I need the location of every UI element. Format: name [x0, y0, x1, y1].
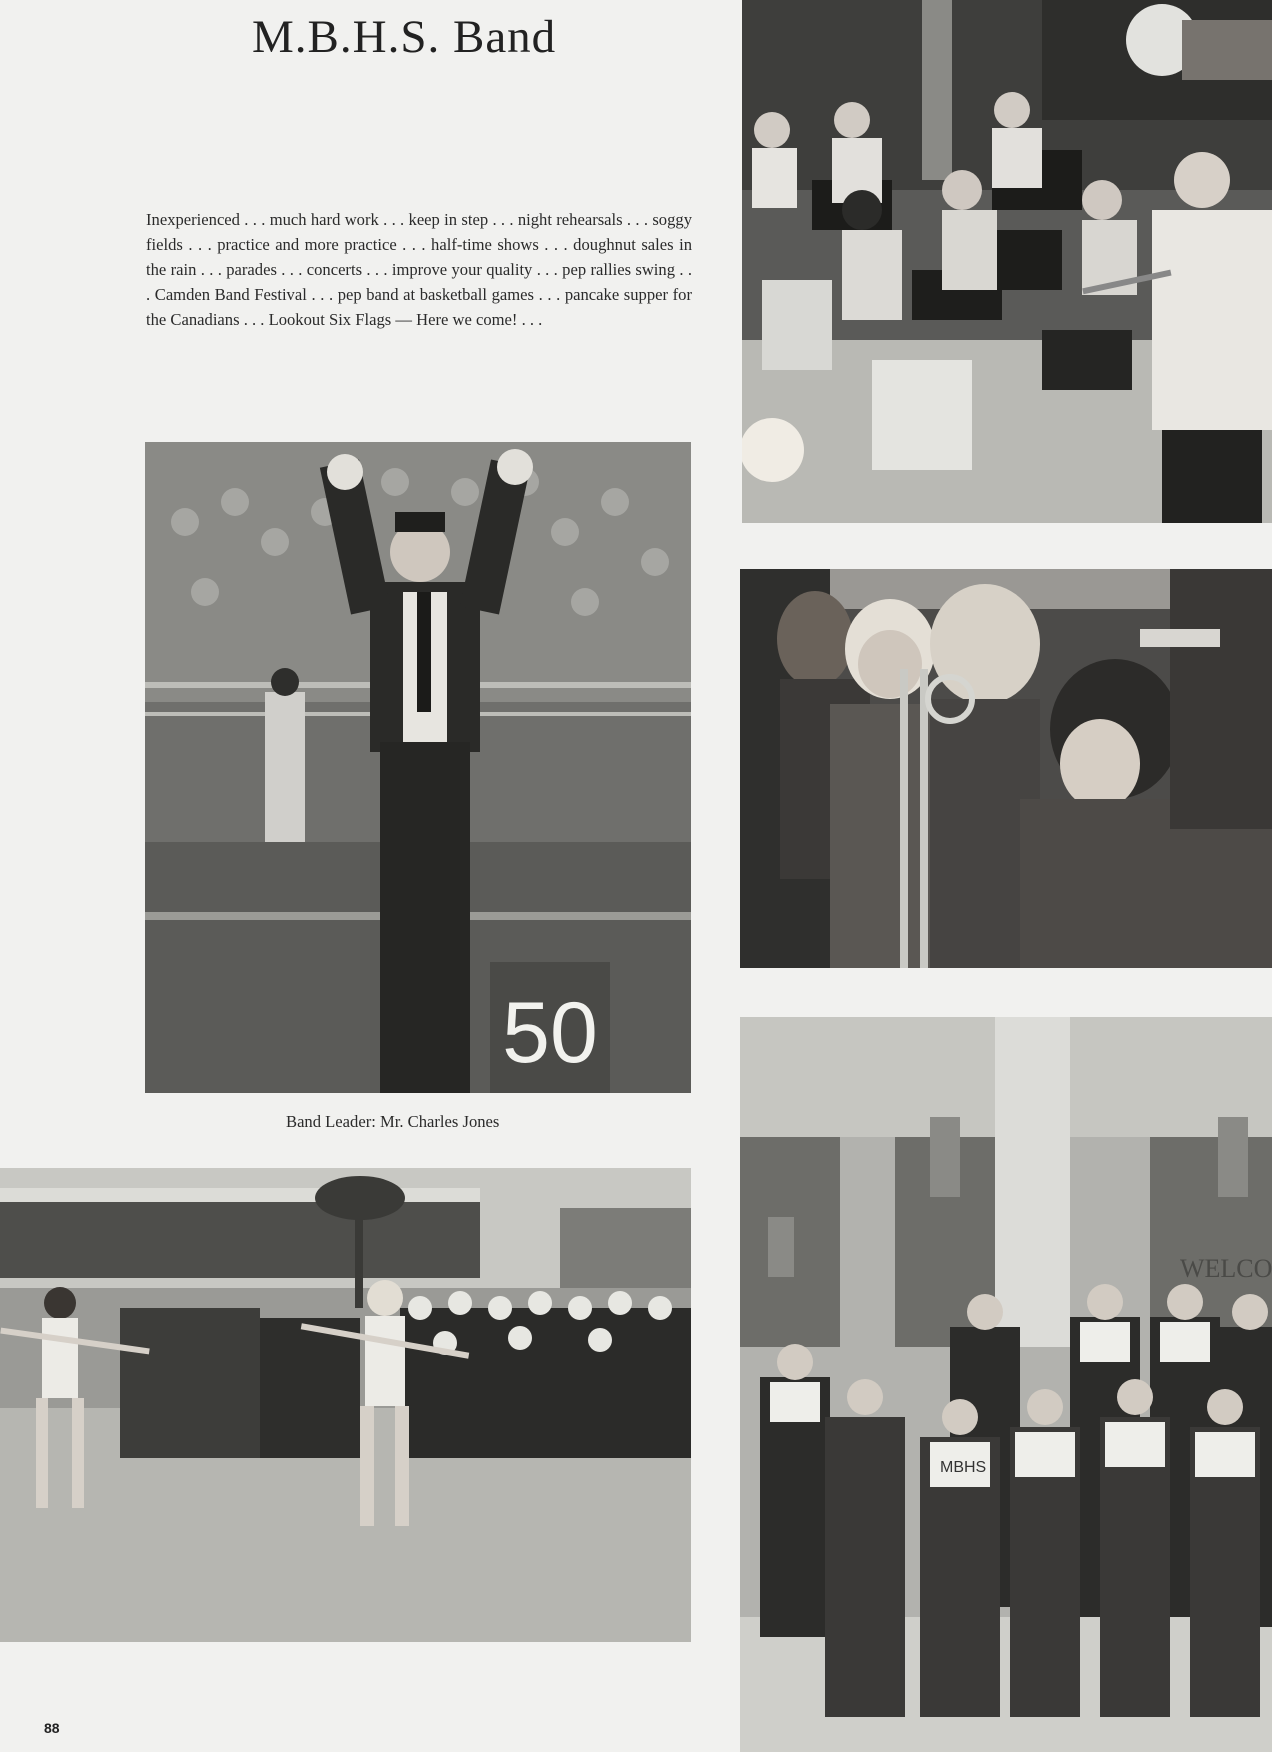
band-leader-photo [145, 442, 691, 1093]
band-rehearsal-photo [742, 0, 1272, 523]
yard-marker-number: 50 [502, 985, 598, 1081]
welcome-sign: WELCO [1180, 1254, 1272, 1283]
musicians-closeup-photo [740, 569, 1272, 968]
page-title: M.B.H.S. Band [252, 11, 557, 63]
intro-paragraph: Inexperienced . . . much hard work . . . keep in step . . . night rehearsals . . . soggy fields . . . practice and more practice . . . half-time shows . . . doughnut sales in the rain . . . parades . . . concerts . . . improve your quality . . . pep rallies swing . . . Camden Band Festival . . . pep band at basketball games . . . pancake supper for the Canadians . . . Lookout Six Flags — Here we come! . . . [146, 209, 692, 329]
sash-lettering: MBHS [940, 1459, 987, 1476]
band-group-photo [740, 1017, 1272, 1752]
parade-photo [0, 1168, 691, 1642]
page-number: 88 [44, 1720, 60, 1736]
photo-caption: Band Leader: Mr. Charles Jones [286, 1112, 500, 1131]
